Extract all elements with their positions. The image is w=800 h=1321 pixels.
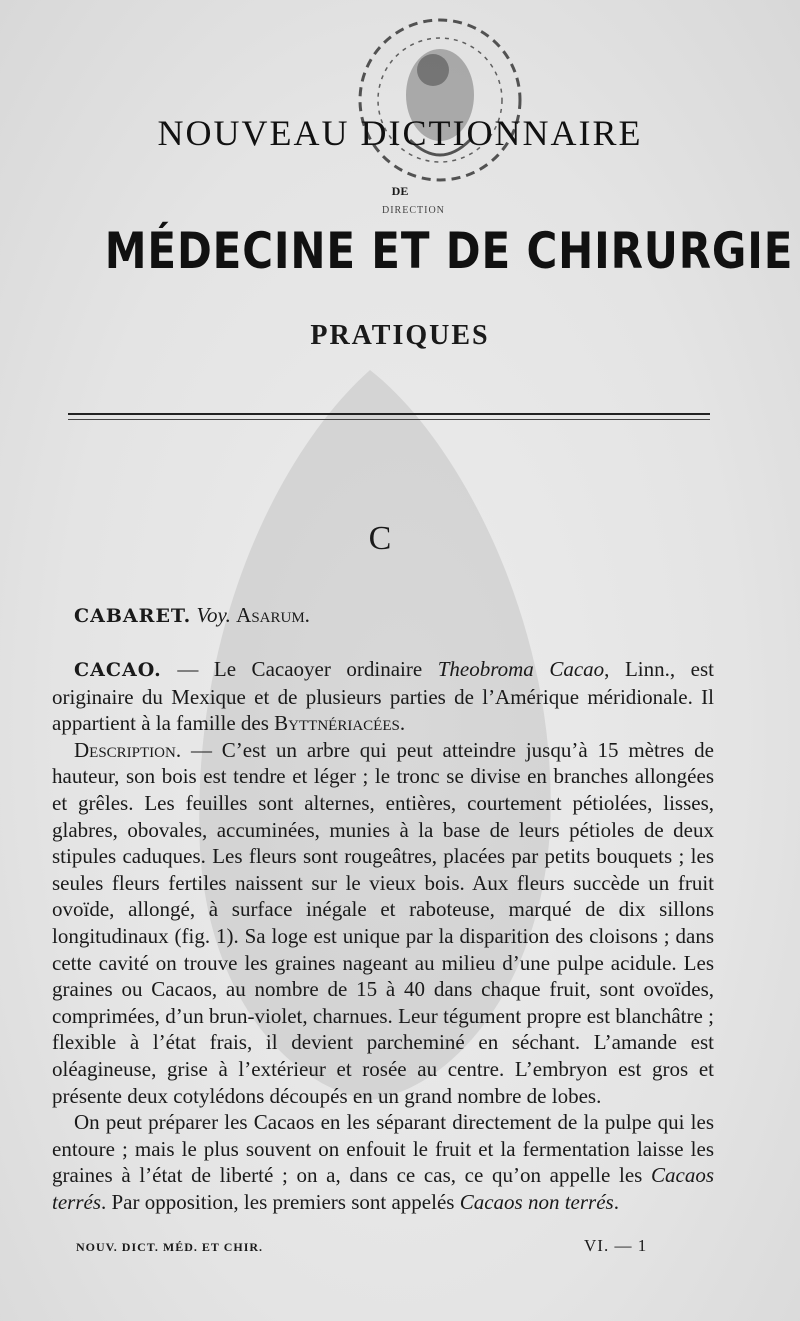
- cacao-intro-text-2: , Linn., est originaire du Mexique et de plusieurs parties de l’Amérique méridionale. Il appartient à la famille des: [52, 657, 714, 736]
- footer-signature: NOUV. DICT. MÉD. ET CHIR.: [76, 1240, 264, 1254]
- title-line-1: NOUVEAU DICTIONNAIRE: [157, 113, 643, 153]
- library-stamp: [355, 0, 525, 215]
- entry-cabaret: [52, 602, 714, 630]
- title-de: DE: [391, 184, 409, 198]
- description-label: Description.: [74, 737, 182, 762]
- preparation-text: On peut préparer les Cacaos en les séparant directement de la pulpe qui les entoure ; mais le plus souvent on enfouit le fruit et la fermentation laisse les graines à l’état de liberté ; on a, dans ce cas, ce qu’on appelle les: [52, 1110, 714, 1188]
- header-rule: [68, 413, 710, 415]
- voy-label: Voy.: [196, 603, 231, 627]
- family-name: Byttnériacées: [274, 711, 400, 736]
- preparation-text-2: . Par opposition, les premiers sont appelés: [101, 1189, 460, 1214]
- cacao-preparation: [52, 1109, 714, 1215]
- entry-cacao: [52, 656, 714, 1215]
- section-letter: C: [368, 520, 392, 557]
- cross-reference: Asarum.: [236, 603, 310, 627]
- cacao-intro: [52, 656, 714, 737]
- cacao-intro-end: .: [399, 711, 406, 736]
- footer-sheet-number: VI. — 1: [584, 1236, 648, 1255]
- cacaos-non-terres: Cacaos non terrés: [459, 1189, 614, 1214]
- description-text: — C’est un arbre qui peut atteindre jusqu’à 15 mètres de hauteur, son bois est tendre et léger ; le tronc se divise en branches allongées et grêles. Les feuilles sont alternes, entières, courtement pétiolées, lisses, glabres, obovales, accuminées, munies à la base de leurs pétioles de deux stipules caduques. Les fleurs sont rougeâtres, placées par petits bouquets ; les seules fleurs fertiles naissent sur le vieux bois. Aux fleurs succède un fruit ovoïde, allongé, à surface inégale et raboteuse, marqué de dix sillons longitudinaux (fig. 1). Sa loge est unique par la disparition des cloisons ; dans cette cavité on trouve les graines nageant au milieu d’une pulpe acidule. Les graines ou Cacaos, au nombre de 15 à 40 dans chaque fruit, sont ovoïdes, comprimées, d’un brun-violet, charnues. Leur tégument propre est blanchâtre ; flexible à l’état frais, il devient parcheminé en séchant. L’amande est oléagineuse, grise à l’extérieur et rosée au centre. L’embryon est gros et présente deux cotylédons découpés en un grand nombre de lobes.: [52, 737, 714, 1108]
- stamp-lettering: DIRECTION: [382, 205, 445, 216]
- preparation-end: .: [613, 1189, 619, 1214]
- species-name: Theobroma Cacao: [437, 657, 605, 681]
- cacaos-terres: Cacaos terrés: [52, 1163, 714, 1214]
- entry-head-cacao: CACAO.: [74, 659, 162, 681]
- entry-head-cabaret: CABARET.: [74, 605, 192, 627]
- cacao-intro-text: — Le Cacaoyer ordinaire: [161, 657, 438, 681]
- title-line-2: MÉDECINE ET DE CHIRURGIE: [104, 222, 794, 280]
- title-line-3: PRATIQUES: [310, 320, 490, 351]
- cacao-description: [52, 737, 714, 1109]
- header-rule-thin: [68, 419, 710, 420]
